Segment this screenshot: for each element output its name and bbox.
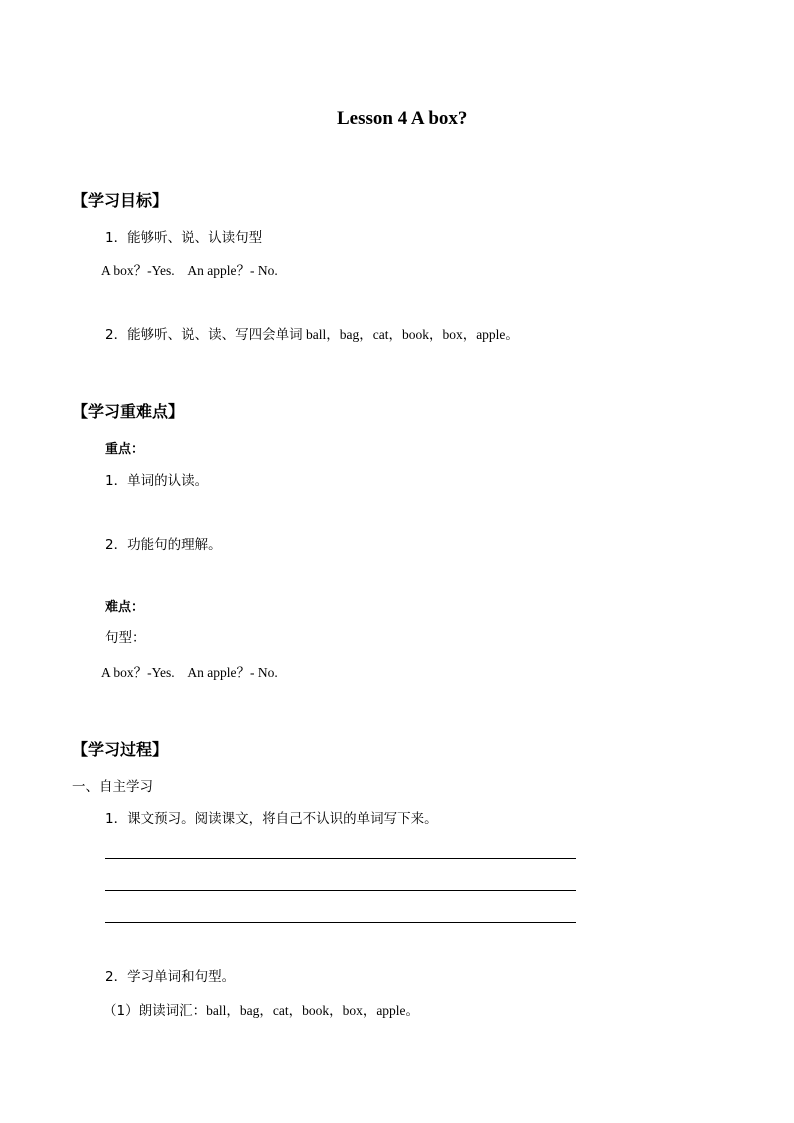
key-point-item-2: 2．功能句的理解。	[105, 537, 222, 553]
key-points-label: 重点：	[105, 442, 145, 457]
objective-item-1-example: A box？-Yes. An apple？- No.	[101, 263, 278, 278]
objective-item-2-text: 能够听、说、读、写四会单词	[127, 327, 303, 343]
process-step-1: 1．课文预习。阅读课文，将自己不认识的单词写下来。	[105, 811, 438, 827]
sentence-pattern-label: 句型：	[105, 630, 146, 646]
objective-item-1-text: 能够听、说、认读句型	[127, 230, 263, 246]
process-step-2-sub-1-label: （1）朗读词汇：	[103, 1003, 207, 1019]
objective-item-2-number: 2．	[105, 327, 128, 343]
writing-line-3[interactable]	[105, 922, 576, 923]
sentence-pattern-example: A box？-Yes. An apple？- No.	[101, 665, 278, 680]
objective-item-2	[105, 328, 519, 343]
process-step-2-sub-1-words: ball，bag，cat，book，box，apple。	[206, 1003, 420, 1018]
objective-item-1-number: 1．	[105, 230, 128, 246]
difficult-points-label: 难点：	[105, 600, 145, 615]
objective-item-1	[105, 232, 262, 246]
section-heading-objectives: 【学习目标】	[72, 191, 169, 210]
writing-line-1[interactable]	[105, 858, 576, 859]
key-point-item-1: 1．单词的认读。	[105, 473, 209, 489]
document-title: Lesson 4 A box?	[337, 108, 468, 129]
section-heading-process: 【学习过程】	[72, 740, 169, 759]
process-step-2: 2．学习单词和句型。	[105, 969, 236, 985]
objective-item-2-words: ball，bag，cat，book，box，apple。	[305, 327, 519, 342]
process-step-2-sub-1	[103, 1004, 419, 1019]
writing-line-2[interactable]	[105, 890, 576, 891]
process-part-1: 一、自主学习	[72, 779, 153, 795]
section-heading-key-points: 【学习重难点】	[72, 402, 185, 421]
